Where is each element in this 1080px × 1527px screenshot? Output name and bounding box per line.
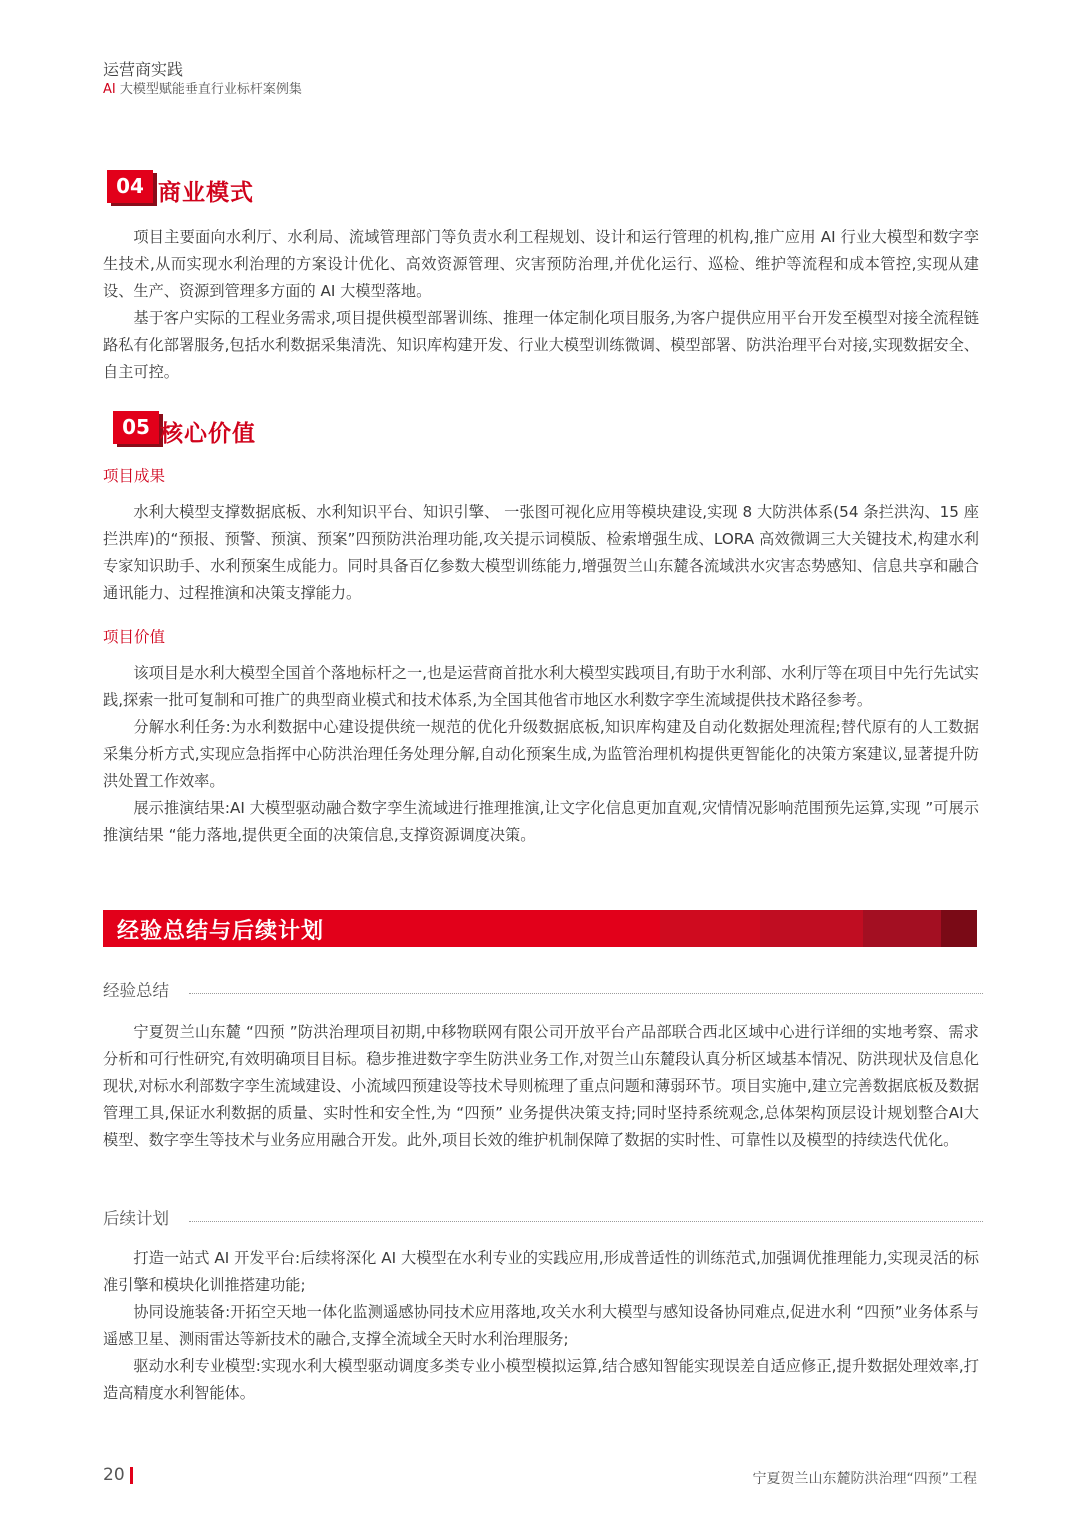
subtitle-ai-prefix: AI	[103, 82, 116, 97]
summary-banner	[103, 910, 977, 947]
paragraph: 协同设施装备:开拓空天地一体化监测遥感协同技术应用落地,攻关水利大模型与感知设备协同难点,促进水利 “四预”业务体系与遥感卫星、测雨雷达等新技术的融合,支撑全流域全天时水利治理服务;	[103, 1303, 979, 1348]
footer-divider	[130, 1467, 133, 1484]
footer-project-name: 宁夏贺兰山东麓防洪治理“四预”工程	[752, 1471, 977, 1487]
results-body	[103, 499, 979, 607]
page-number: 20	[103, 1465, 125, 1485]
section-number: 05	[113, 411, 159, 444]
paragraph: 项目主要面向水利厅、水利局、流域管理部门等负责水利工程规划、设计和运行管理的机构,推广应用 AI 行业大模型和数字孪生技术,从而实现水利治理的方案设计优化、高效资源管理、灾害预防治理,并优化运行、巡检、维护等流程和成本管控,实现从建设、生产、资源到管理多方面的 AI 大模型落地。	[103, 228, 979, 300]
plan-heading	[103, 1205, 983, 1229]
paragraph: 基于客户实际的工程业务需求,项目提供模型部署训练、推理一体定制化项目服务,为客户提供应用平台开发至模型对接全流程链路私有化部署服务,包括水利数据采集清洗、知识库构建开发、行业大模型训练微调、模型部署、防洪治理平台对接,实现数据安全、自主可控。	[103, 309, 979, 381]
paragraph: 驱动水利专业模型:实现水利大模型驱动调度多类专业小模型模拟运算,结合感知智能实现误差自适应修正,提升数据处理效率,打造高精度水利智能体。	[103, 1357, 979, 1402]
paragraph: 宁夏贺兰山东麓 “四预 ”防洪治理项目初期,中移物联网有限公司开放平台产品部联合西北区域中心进行详细的实地考察、需求分析和可行性研究,有效明确项目目标。稳步推进数字孪生防洪业务工作,对贺兰山东麓段认真分析区域基本情况、防洪现状及信息化现状,对标水利部数字孪生流域建设、小流域四预建设等技术导则梳理了重点问题和薄弱环节。项目实施中,建立完善数据底板及数据管理工具,保证水利数据的质量、实时性和安全性,为 “四预” 业务提供决策支持;同时坚持系统观念,总体架构顶层设计规划整合AI大模型、数字孪生等技术与业务应用融合开发。此外,项目长效的维护机制保障了数据的实时性、可靠性以及模型的持续迭代优化。	[103, 1023, 979, 1149]
subtitle-text: 大模型赋能垂直行业标杆案例集	[115, 82, 302, 97]
experience-body	[103, 1019, 979, 1154]
dotted-divider	[189, 993, 983, 994]
section-05-badge	[113, 411, 163, 447]
section-number: 04	[107, 170, 153, 203]
plan-body	[103, 1245, 979, 1407]
plan-label: 后续计划	[103, 1205, 179, 1229]
experience-label: 经验总结	[103, 977, 179, 1001]
paragraph: 打造一站式 AI 开发平台:后续将深化 AI 大模型在水利专业的实践应用,形成普适性的训练范式,加强调优推理能力,实现灵活的标准引擎和模块化训推搭建功能;	[103, 1249, 979, 1294]
paragraph: 水利大模型支撑数据底板、水利知识平台、知识引擎、 一张图可视化应用等模块建设,实现 8 大防洪体系(54 条拦洪沟、15 座拦洪库)的“预报、预警、预演、预案”四预防洪治理功能,攻关提示词模版、检索增强生成、LORA 高效微调三大关键技术,构建水利专家知识助手、水利预案生成能力。同时具备百亿参数大模型训练能力,增强贺兰山东麓各流域洪水灾害态势感知、信息共享和融合通讯能力、过程推演和决策支撑能力。	[103, 503, 979, 602]
banner-title: 经验总结与后续计划	[117, 919, 325, 944]
value-label: 项目价值	[103, 628, 166, 646]
publication-subtitle	[103, 78, 302, 97]
dotted-divider	[189, 1221, 983, 1222]
section-05-title: 核心价值	[160, 421, 256, 447]
paragraph: 展示推演结果:AI 大模型驱动融合数字孪生流域进行推理推演,让文字化信息更加直观,灾情情况影响范围预先运算,实现 ”可展示推演结果 “能力落地,提供更全面的决策信息,支撑资源调度决策。	[103, 799, 979, 844]
results-label: 项目成果	[103, 467, 166, 485]
section-04-title: 商业模式	[158, 180, 254, 206]
publication-title: 运营商实践	[103, 60, 184, 79]
paragraph: 该项目是水利大模型全国首个落地标杆之一,也是运营商首批水利大模型实践项目,有助于水利部、水利厅等在项目中先行先试实践,探索一批可复制和可推广的典型商业模式和技术体系,为全国其他省市地区水利数字孪生流域提供技术路径参考。	[103, 664, 979, 709]
section-04-badge	[107, 170, 157, 206]
experience-heading	[103, 977, 983, 1001]
paragraph: 分解水利任务:为水利数据中心建设提供统一规范的优化升级数据底板,知识库构建及自动化数据处理流程;替代原有的人工数据采集分析方式,实现应急指挥中心防洪治理任务处理分解,自动化预案生成,为监管治理机构提供更智能化的决策方案建议,显著提升防洪处置工作效率。	[103, 718, 979, 790]
value-body	[103, 660, 979, 849]
section-04-body	[103, 224, 979, 386]
